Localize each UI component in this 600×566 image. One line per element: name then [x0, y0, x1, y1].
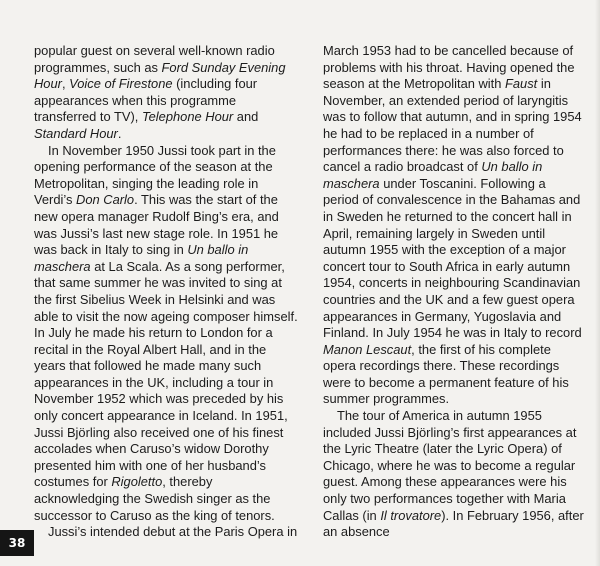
right-column: [323, 43, 585, 541]
paragraph: Jussi’s intended debut at the Paris Opera in: [48, 524, 298, 540]
italic-title: Il trovatore: [380, 507, 442, 523]
italic-title: Voice of Firestone: [69, 76, 173, 92]
left-column: [34, 43, 298, 541]
italic-title: Don Carlo: [76, 192, 135, 208]
italic-title: Ford Sunday Evening Hour: [34, 59, 286, 92]
italic-title: Manon Lescaut: [323, 341, 412, 357]
paragraph: popular guest on several well-known radio programmes, such as Ford Sunday Evening Hour, Voice of Firestone (including four appearances when this programme transferred to TV), Telephone Hour and Standard Hour.: [34, 43, 286, 141]
paragraph: March 1953 had to be cancelled because of problems with his throat. Having opened the season at the Metropolitan with Faust in November, an extended period of laryngitis was to follow that autumn, and in spring 1954 he had to be replaced in a number of performances there: he was also forced to cancel a radio broadcast of Un ballo in maschera under Toscanini. Following a period of convalescence in the Bahamas and in Sweden he returned to the concert hall in April, remaining largely in Sweden until autumn 1955 with the exception of a major concert tour to South Africa in early autumn 1954, concerts in neighbouring Scandinavian countries and the UK and a few guest opera appearances in Germany, Yugoslavia and Finland. In July 1954 he was in Italy to record Manon Lescaut, the first of his complete opera recordings there. These recordings were to become a permanent feature of his summer programmes.: [323, 43, 582, 407]
italic-title: Un ballo in maschera: [34, 242, 249, 274]
paragraph: The tour of America in autumn 1955 included Jussi Björling’s first appearances at the Lyric Theatre (later the Lyric Opera) of Chicago, where he was to become a regular guest. Among these appearances were his only two performances together with Maria Callas (in Il trovatore). In February 1956, after an absence: [323, 408, 584, 540]
italic-title: Faust: [505, 76, 538, 92]
italic-title: Telephone Hour: [141, 109, 234, 125]
page-edge: [595, 0, 600, 566]
italic-title: Standard Hour: [34, 125, 118, 141]
page-number: 38: [0, 530, 34, 556]
italic-title: Un ballo in maschera: [323, 159, 543, 191]
paragraph: In November 1950 Jussi took part in the opening performance of the season at the Metropolitan, singing the leading role in Verdi’s Don Carlo. This was the start of the new opera manager Rudolf Bing’s era, and was Jussi’s last new stage role. In 1951 he was back in Italy to sing in Un ballo in maschera at La Scala. As a song performer, that same summer he was invited to sing at the first Sibelius Week in Helsinki and was able to visit the now ageing composer himself. In July he made his return to London for a recital in the Royal Albert Hall, and in the years that followed he made many such appearances in the UK, including a tour in November 1952 which was preceded by his only concert appearance in Iceland. In 1951, Jussi Björling also received one of his finest accolades when Caruso’s widow Dorothy presented him with one of her husband’s costumes for Rigoletto, thereby acknowledging the Swedish singer as the successor to Caruso as the king of tenors.: [34, 142, 298, 523]
italic-title: Rigoletto: [111, 474, 163, 490]
